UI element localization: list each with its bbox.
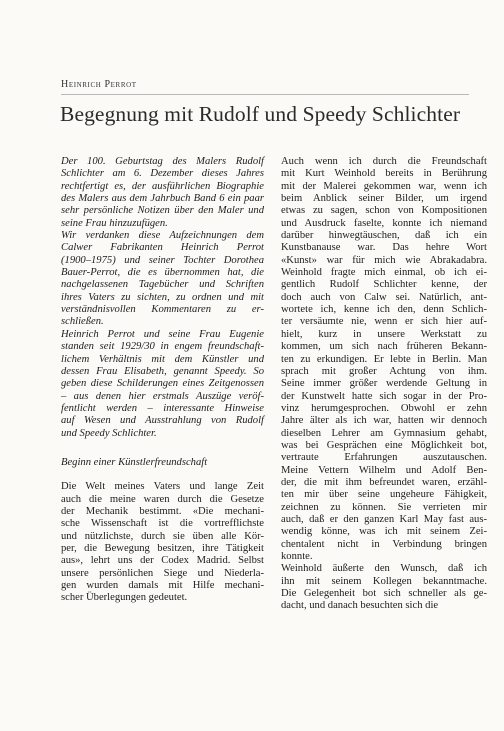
body-text-right (281, 156, 487, 613)
text-line: aus», lehrt uns der Codex Madrid. Selbst (61, 555, 264, 567)
text-line: Schlichter am 6. Dezember dieses Jahres (61, 168, 264, 180)
text-line: sche Wissenschaft ist die vortrefflichste (61, 518, 264, 530)
text-line: dacht, und danach besuchten sich die (281, 600, 439, 612)
text-line: und Speedy Schlichter. (61, 427, 157, 439)
text-line: gen wurden damals mit Hilfe mechani- (61, 580, 264, 591)
section-heading: Beginn einer Künstlerfreundschaft (61, 456, 208, 468)
text-line: standen seit 1929/30 in engem freundschaft- (61, 341, 264, 353)
text-line: mit Kurt Weinhold bereits in Berührung (281, 168, 487, 180)
text-line: Bauer-Perrot, die es übernommen hat, die (61, 267, 264, 279)
text-line: (1900–1975) und seiner Tochter Dorothea (61, 254, 264, 266)
text-line: darüber hinwegtäuschen, daß ich ein (281, 230, 487, 242)
text-line: der Mechanik bestimmt. «Die mechani- (61, 505, 264, 517)
article-title: Begegnung mit Rudolf und Speedy Schlichter (60, 102, 461, 126)
text-line: des Malers aus dem Jahrbuch Band 6 ein paar (61, 193, 264, 205)
text-line: zeichnen zu können. Sie verrieten mir (281, 501, 487, 513)
text-line: schließen. (61, 316, 104, 328)
text-line: – aus denen hier erstmals Auszüge veröf- (61, 390, 264, 402)
text-line: dessen Frau Elisabeth, genannt Speedy. So (61, 365, 264, 377)
header-rule (61, 94, 469, 95)
text-line: Wir verdanken diese Aufzeichnungen dem (61, 230, 264, 242)
text-line: vertraute Erfahrungen auszutauschen. (281, 452, 487, 464)
text-line: Weinhold fragte mich einmal, ob ich ei- (281, 267, 487, 279)
text-line: unsere persönlichen Siege und Niederla- (61, 567, 264, 579)
text-line: Heinrich Perrot und seine Frau Eugenie (61, 328, 264, 340)
text-line: ten zu erkundigen. Er lebte in Berlin. Man (281, 353, 487, 365)
text-line: Die Welt meines Vaters und lange Zeit (61, 481, 264, 493)
text-line: konnte. (281, 551, 313, 562)
text-line: wendig könne, was ich mit seinem Zei- (281, 526, 487, 538)
text-line: geben diese Schilderungen eines Zeitgenossen (61, 378, 264, 390)
text-line: rechtfertigt es, der ausführlichen Biographie (61, 180, 264, 192)
text-line: wortete ich, kenne ich den, denn Schlich- (281, 304, 487, 316)
text-line: Weinhold äußerte den Wunsch, daß ich (281, 563, 487, 575)
text-line: der Kunstwelt hatte sich sogar in der Pro- (281, 390, 487, 402)
text-line: etwas zu sagen, schon von Kompositionen (281, 205, 487, 217)
text-line: sprach mit großer Achtung von ihm. (281, 365, 487, 377)
text-line: Der 100. Geburtstag des Malers Rudolf (61, 156, 264, 167)
text-line: gentlich Rudolf Schlichter kenne, der (281, 279, 487, 291)
body-paragraph (61, 481, 264, 604)
text-line: Auch wenn ich durch die Freundschaft (281, 156, 487, 167)
text-line: lichem Verhältnis mit dem Künstler und (61, 353, 264, 365)
text-line: vinz herumgesprochen. Obwohl er zehn (281, 402, 487, 414)
text-line: Kunstbanause war. Das hehre Wort (281, 242, 487, 254)
intro-paragraph (61, 156, 264, 440)
text-line: und nützlichste, durch sie üben alle Kör- (61, 530, 264, 542)
text-line: hielt, kurz in unsere Werkstatt zu (281, 328, 487, 340)
text-line: Meine Vettern Wilhelm und Adolf Ben- (281, 464, 487, 476)
text-line: der, die mit ihm befreundet waren, erzähl- (281, 476, 487, 488)
text-line: ihn mit seinem Kollegen bekanntmache. (281, 575, 487, 587)
text-line: Calwer Fabrikanten Heinrich Perrot (61, 242, 264, 254)
text-line: auf Wesen und Ausstrahlung von Rudolf (61, 415, 264, 427)
text-line: dieselben Lehrer am Gymnasium gehabt, (281, 427, 487, 439)
text-line: ihres Vaters zu sichten, zu ordnen und mit (61, 291, 264, 303)
text-line: kommen, um sich nach früheren Bekann- (281, 341, 487, 353)
text-line: Die Gelegenheit bot sich schneller als ge- (281, 588, 487, 600)
author-name: Heinrich Perrot (61, 79, 137, 90)
text-line: mit der Malerei gekommen war, wenn ich (281, 180, 487, 192)
text-line: doch auch von Calw sei. Natürlich, ant- (281, 291, 487, 303)
text-line: seine Frau hinzuzufügen. (61, 217, 168, 229)
text-line: nachgelassenen Tagebücher und Schriften (61, 279, 264, 291)
text-line: Jahre älter als ich war, hatten wir dennoch (281, 415, 487, 427)
text-line: per, die Bewegung besitzen, ihre Tätigkeit (61, 542, 264, 554)
text-line: fentlicht werden – interessante Hinweise (61, 402, 264, 414)
text-line: beim Anblick seiner Bilder, um irgend (281, 193, 487, 205)
text-line: Seine immer größer werdende Geltung in (281, 378, 487, 390)
text-line: und Ausdruck faselte, konnte ich niemand (281, 217, 487, 229)
text-line: scher Überlegungen gedeutet. (61, 592, 188, 604)
text-line: ten mir über seine ungeheure Fähigkeit, (281, 489, 487, 501)
text-line: «Kunst» war für mich wie Abrakadabra. (281, 254, 487, 266)
text-line: auch, daß er den ganzen Karl May fast aus- (281, 513, 487, 525)
right-column (281, 156, 487, 613)
text-line: verständnisvollen Kommentaren zu er- (61, 304, 264, 316)
left-column (61, 156, 264, 605)
text-line: auch die meine waren durch die Gesetze (61, 493, 264, 505)
text-line: chentalent nicht in Verbindung bringen (281, 538, 487, 550)
text-line: sehr persönliche Notizen über den Maler und (61, 205, 264, 217)
text-line: was bei Gesprächen eine Möglichkeit bot, (281, 439, 487, 451)
text-line: ter versäumte nie, wenn er sich hier auf- (281, 316, 487, 328)
